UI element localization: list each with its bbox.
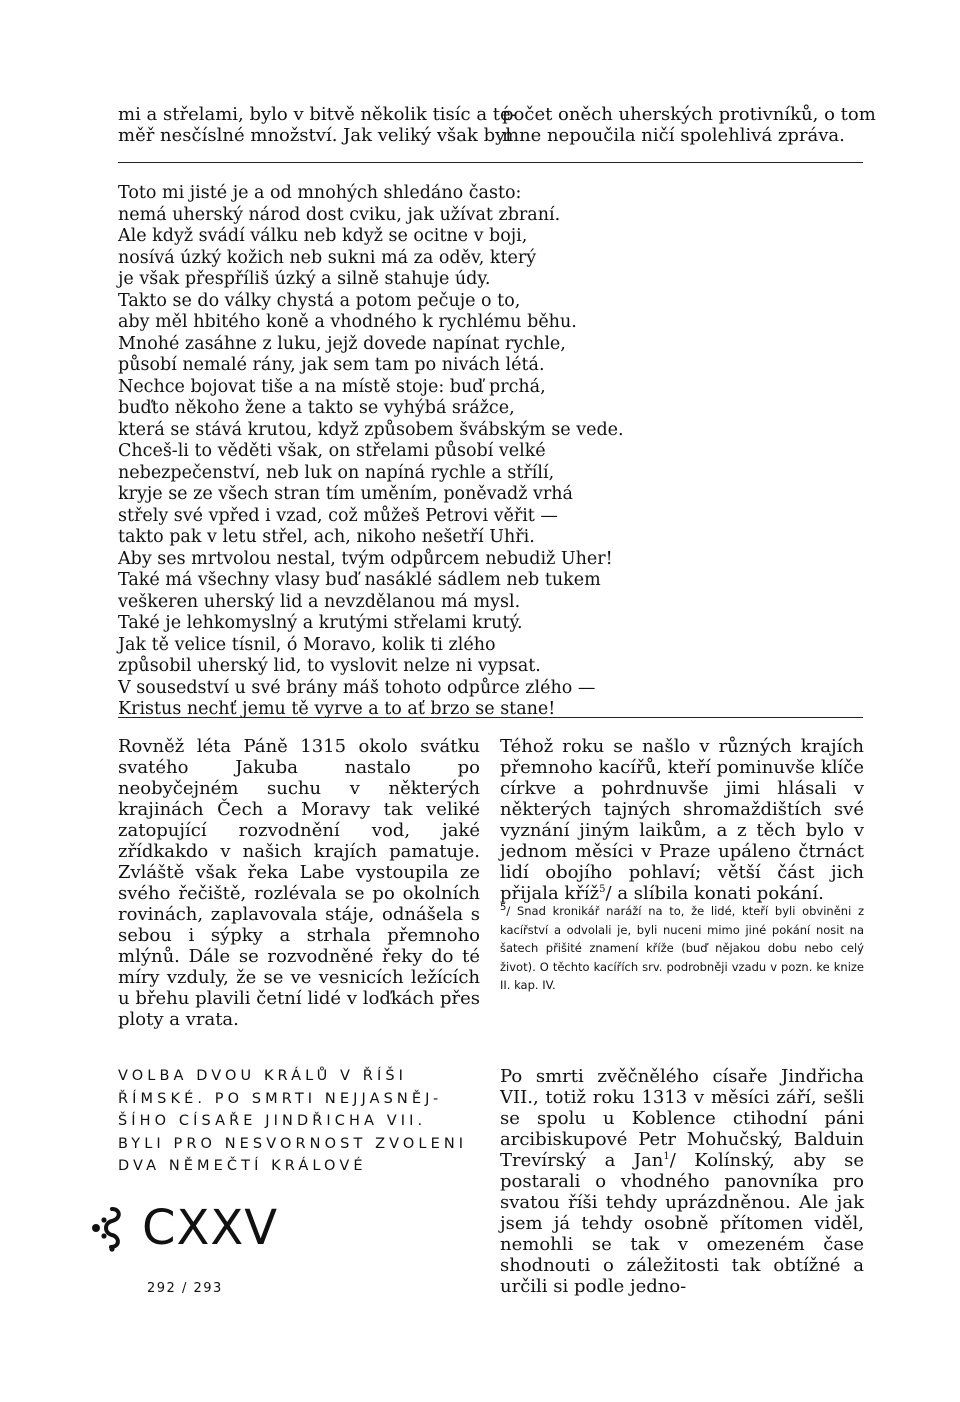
verse-line: způsobil uherský lid, to vyslovit nelze ni vypsat.	[118, 656, 541, 676]
verse-line: aby měl hbitého koně a vhodného k rychlému běhu.	[118, 312, 577, 332]
heretics-text: Téhož roku se našlo v různých krajích přemnoho kacířů, kteří pominuvše klíče církve a pohrdnuvše jimi hlásali v některých tajných shromaždištích své vyznání jiným laikům, a z těch bylo v jednom měsíci v Praze upáleno čtrnáct lidí obojího pohlaví; větší část jich přijala kříž$^5$/ a slíbila konati pokání.	[500, 736, 864, 904]
section-rule-top	[118, 162, 863, 163]
verse-line: Také je lehkomyslný a krutými střelami krutý.	[118, 613, 523, 633]
verse-line: nosívá úzký kožich neb sukni má za oděv, který	[118, 247, 537, 268]
verse-line: Ale když svádí válku neb když se ocitne v boji,	[118, 226, 528, 246]
top-left-line-1: mi a střelami, bylo v bitvě několik tisíc a té-	[118, 104, 517, 125]
heading-line: BYLI PRO NESVORNOST ZVOLENI	[118, 1135, 468, 1152]
verse-line: Toto mi jisté je a od mnohých shledáno často:	[118, 183, 522, 203]
verse-line: je však přespříliš úzký a silně stahuje údy.	[118, 269, 491, 289]
verse-line: nemá uherský národ dost cviku, jak užívat zbraní.	[118, 204, 561, 225]
verse-line: Chceš-li to věděti však, on střelami působí velké	[118, 441, 546, 461]
heading-line: ŘÍMSKÉ. PO SMRTI NEJJASNĚJ-	[118, 1090, 443, 1107]
top-left-text	[118, 104, 517, 146]
heading-line: DVA NĚMEČTÍ KRÁLOVÉ	[118, 1158, 367, 1174]
chapter-heading	[118, 1065, 498, 1178]
verse-line: která se stává krutou, když způsobem švábským se vede.	[118, 419, 624, 440]
verse-line: Nechce bojovat tiše a na místě stoje: buď prchá,	[118, 376, 546, 397]
verse-line: Také má všechny vlasy buď nasáklé sádlem neb tukem	[118, 570, 601, 590]
heading-line: ŠÍHO CÍSAŘE JINDŘICHA VII.	[118, 1113, 427, 1129]
note-ref: 1	[663, 1151, 670, 1162]
chapter-numeral: CXXV	[142, 1200, 279, 1256]
verse-line: působí nemalé rány, jak sem tam po nivách létá.	[118, 355, 545, 375]
heretics-paragraph	[500, 736, 864, 904]
verse-line: střely své vpřed i vzad, což můžeš Petrovi věřit —	[118, 505, 558, 526]
top-left-line-2: měř nesčíslné množství. Jak veliký však byl	[118, 125, 512, 146]
verse-line: veškeren uherský lid a nevzdělanou má mysl.	[118, 591, 521, 612]
verse-line: Jak tě velice tísnil, ó Moravo, kolik ti zlého	[118, 634, 496, 655]
footnote-mark: 5	[500, 902, 507, 914]
heading-line: VOLBA DVOU KRÁLŮ V ŘÍŠI	[118, 1068, 407, 1084]
footnote-ref: 5	[599, 884, 606, 895]
top-right-text	[502, 104, 876, 146]
chapter-number-block	[90, 1198, 278, 1258]
verse-line: V sousedství u své brány máš tohoto odpůrce zlého —	[118, 677, 596, 698]
fleuron-icon	[90, 1204, 126, 1252]
verse-poem	[118, 183, 624, 721]
verse-line: takto pak v letu střel, ach, nikoho nešetří Uhři.	[118, 527, 535, 547]
verse-line: Kristus nechť jemu tě vyrve a to ať brzo se stane!	[118, 699, 556, 719]
verse-line: Mnohé zasáhne z luku, jejž dovede napínat rychle,	[118, 333, 566, 354]
flood-paragraph	[118, 736, 480, 1030]
verse-line: kryje se ze všech stran tím uměním, poněvadž vrhá	[118, 484, 573, 504]
verse-line: Aby ses mrtvolou nestal, tvým odpůrcem nebudiž Uher!	[118, 548, 613, 569]
page-numbers: 292 / 293	[147, 1281, 223, 1296]
chapter-paragraph	[500, 1066, 864, 1297]
section-rule-bottom	[118, 717, 863, 718]
top-right-line-2: mne nepoučila ničí spolehlivá zpráva.	[502, 125, 845, 146]
verse-line: Takto se do války chystá a potom pečuje o to,	[118, 290, 521, 311]
footnote-text: / Snad kronikář naráží na to, že lidé, kteří byli obviněni z kacířství a odvolali je, byli nuceni mimo jiné pokání nosit na šatech přišité znamení kříže (buď nějakou dobu nebo celý život). O těchto kacířích srv. podrobněji vzadu v pozn. ke knize II. kap. IV.	[500, 904, 864, 992]
verse-line: nebezpečenství, neb luk on napíná rychle a střílí,	[118, 462, 555, 483]
top-right-line-1: počet oněch uherských protivníků, o tom	[502, 104, 876, 125]
footnote	[500, 902, 864, 995]
verse-line: buďto někoho žene a takto se vyhýbá srážce,	[118, 398, 515, 418]
chapter-text: Po smrti zvěčnělého císaře Jindřicha VII., totiž roku 1313 v měsíci září, sešli se spolu u Koblence ctihodní páni arcibiskupové Petr Mohučský, Balduin Trevírský a Jan$^1$/ Kolínský, aby se postarali o vhodného panovníka pro svatou říši tehdy uprázdněnou. Ale jak jsem já tehdy osobně přítomen viděl, nemohli se tak v omezeném čase shodnouti o záležitosti tak obtížné a určili si podle jedno-	[500, 1066, 865, 1297]
flood-text: Rovněž léta Páně 1315 okolo svátku svatého Jakuba nastalo po neobyčejném suchu v některých krajinách Čech a Moravy tak veliké zatopující rozvodnění vod, jaké zřídkakdo v našich krajích pamatuje. Zvláště však řeka Labe vystoupila ze svého řečiště, rozlévala se po okolních rovinách, zaplavovala stáje, odnášela s sebou i sýpky a strhala přemnoho mlýnů. Dále se rozvodněné řeky do té míry vzduly, že se ve vesnicích ležících u břehu plavili četní lidé v loďkách přes ploty a vrata.	[118, 736, 480, 1030]
